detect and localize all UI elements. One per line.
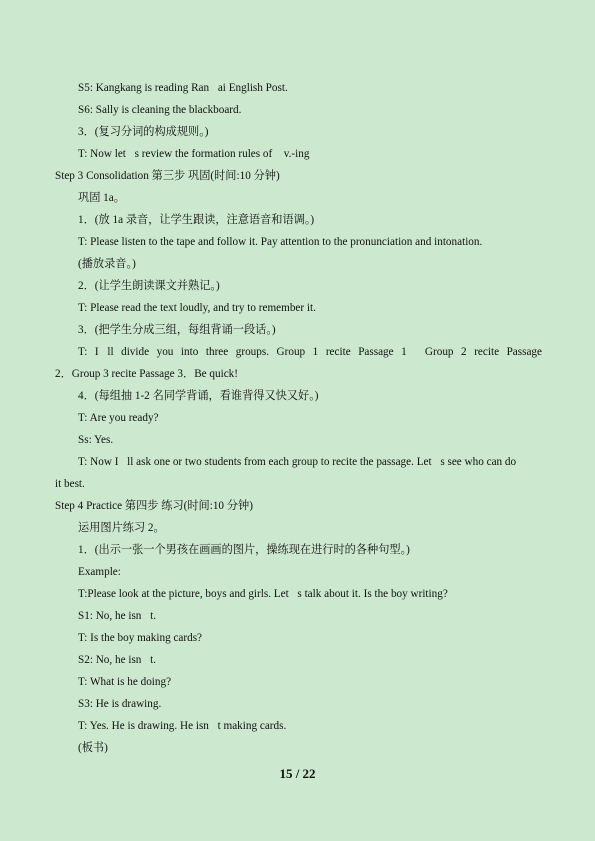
text-line: T: Are you ready? (78, 412, 159, 424)
step-heading: Step 4 Practice 第四步 练习(时间:10 分钟) (55, 500, 253, 512)
text-line: S5: Kangkang is reading Ran ai English Post. (78, 82, 288, 94)
text-line: 2．(让学生朗读课文并熟记。) (78, 280, 220, 292)
text-line: (播放录音。) (78, 258, 136, 270)
text-line: T: Now I ll ask one or two students from each group to recite the passage. Let s see who can do (78, 456, 517, 468)
step-heading: Step 3 Consolidation 第三步 巩固(时间:10 分钟) (55, 170, 280, 182)
text-line: Example: (78, 566, 121, 578)
text-line: T:Please look at the picture, boys and girls. Let s talk about it. Is the boy writing? (78, 588, 448, 600)
text-line: T: Now let s review the formation rules of  v.-ing  (78, 148, 319, 160)
text-line: 巩固 1a。 (78, 192, 125, 204)
text-line: S3: He is drawing. (78, 698, 162, 710)
text-line: T: What is he doing? (78, 676, 172, 688)
text-line: T: Please listen to the tape and follow it. Pay attention to the pronunciation and intonation. (78, 236, 483, 248)
text-line: S6: Sally is cleaning the blackboard. (78, 104, 242, 116)
text-line: T: I ll divide you into three groups. Group 1 recite Passage 1．Group 2 recite Passage (78, 346, 542, 358)
text-line: 1．(出示一张一个男孩在画画的图片，操练现在进行时的各种句型。) (78, 544, 410, 556)
text-line: 3．(把学生分成三组，每组背诵一段话。) (78, 324, 276, 336)
text-line: 4．(每组抽 1-2 名同学背诵，看谁背得又快又好。) (78, 390, 319, 402)
text-line: it best. (55, 478, 85, 490)
text-line: Ss: Yes. (78, 434, 114, 446)
text-line: S1: No, he isn t. (78, 610, 157, 622)
text-line: 运用图片练习 2。 (78, 522, 165, 534)
text-line: 2．Group 3 recite Passage 3．Be quick! (55, 368, 238, 380)
text-line: 1．(放 1a 录音，让学生跟读，注意语音和语调。) (78, 214, 315, 226)
text-line: S2: No, he isn t. (78, 654, 157, 666)
text-line: 3．(复习分词的构成规则。) (78, 126, 209, 138)
page-number: 15 / 22 (279, 766, 316, 781)
text-line: (板书) (78, 742, 108, 754)
text-line: T: Is the boy making cards? (78, 632, 203, 644)
text-line: T: Please read the text loudly, and try to remember it. (78, 302, 316, 314)
text-line: T: Yes. He is drawing. He isn t making cards. (78, 720, 287, 732)
